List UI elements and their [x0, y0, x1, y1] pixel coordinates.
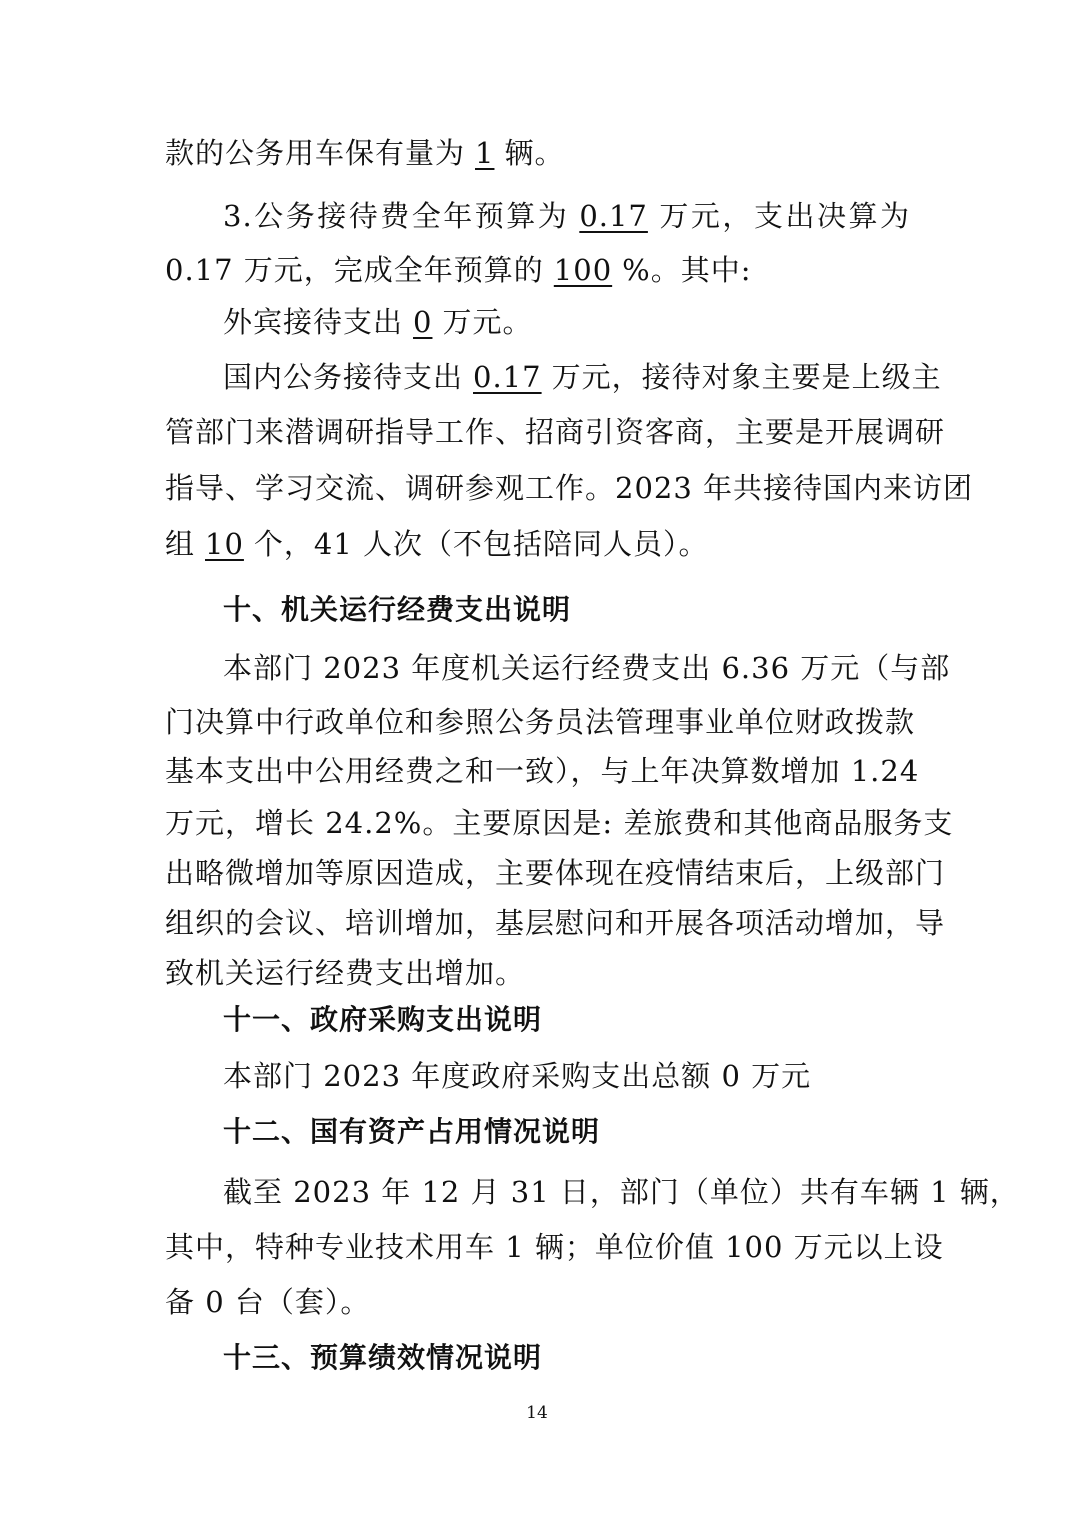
filled-blank: 1 — [475, 136, 495, 170]
filled-blank: 0.17 — [473, 360, 542, 394]
paragraph-line: 万元，增长 24.2%。主要原因是: 差旅费和其他商品服务支 — [165, 806, 954, 840]
section-heading: 十三、预算绩效情况说明 — [223, 1341, 543, 1374]
paragraph-line: 截至 2023 年 12 月 31 日，部门（单位）共有车辆 1 辆， — [223, 1175, 1020, 1209]
paragraph-line: 其中，特种专业技术用车 1 辆；单位价值 100 万元以上设 — [165, 1230, 944, 1264]
paragraph-line: 致机关运行经费支出增加。 — [165, 956, 526, 990]
paragraph-line: 指导、学习交流、调研参观工作。2023 年共接待国内来访团 — [165, 471, 974, 505]
filled-blank: 0.17 — [579, 199, 648, 233]
section-heading: 十二、国有资产占用情况说明 — [223, 1115, 601, 1148]
paragraph-line: 0.17 万元，完成全年预算的 100 %。其中: — [165, 253, 752, 287]
paragraph-line: 国内公务接待支出 0.17 万元，接待对象主要是上级主 — [223, 360, 942, 394]
paragraph-line: 组织的会议、培训增加，基层慰问和开展各项活动增加，导 — [165, 906, 946, 940]
paragraph-line: 3.公务接待费全年预算为 0.17 万元，支出决算为 — [223, 199, 910, 233]
paragraph-line: 款的公务用车保有量为 1 辆。 — [165, 136, 565, 170]
filled-blank: 0 — [413, 305, 433, 339]
paragraph-line: 门决算中行政单位和参照公务员法管理事业单位财政拨款 — [165, 705, 916, 739]
paragraph-line: 外宾接待支出 0 万元。 — [223, 305, 533, 339]
paragraph-line: 基本支出中公用经费之和一致），与上年决算数增加 1.24 — [165, 754, 920, 788]
page-number: 14 — [526, 1403, 548, 1423]
paragraph-line: 本部门 2023 年度机关运行经费支出 6.36 万元（与部 — [223, 651, 951, 685]
paragraph-line: 组 10 个，41 人次（不包括陪同人员）。 — [165, 527, 709, 561]
paragraph-line: 本部门 2023 年度政府采购支出总额 0 万元 — [223, 1059, 812, 1093]
paragraph-line: 出略微增加等原因造成，主要体现在疫情结束后，上级部门 — [165, 856, 946, 890]
filled-blank: 10 — [205, 527, 244, 561]
section-heading: 十、机关运行经费支出说明 — [223, 593, 572, 626]
filled-blank: 100 — [553, 253, 613, 287]
paragraph-line: 管部门来潜调研指导工作、招商引资客商，主要是开展调研 — [165, 415, 946, 449]
section-heading: 十一、政府采购支出说明 — [223, 1003, 543, 1036]
paragraph-line: 备 0 台（套）。 — [165, 1285, 371, 1319]
